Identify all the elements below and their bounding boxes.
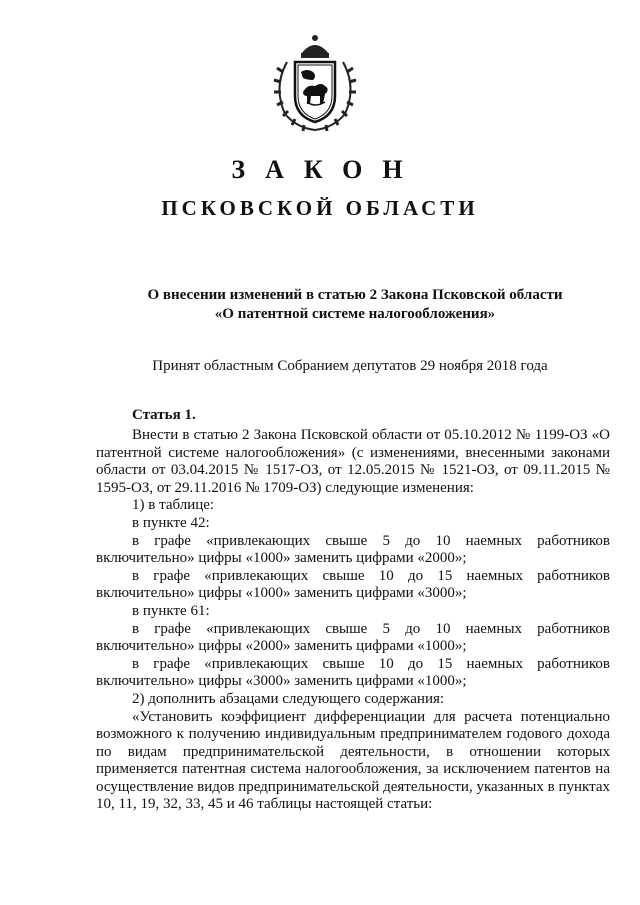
subject-line-1: О внесении изменений в статью 2 Закона Псковской области: [147, 287, 563, 303]
paragraph: в графе «привлекающих свыше 10 до 15 наемных работников включительно» цифры «3000» заменить цифрами «1000»;: [96, 655, 610, 690]
subject-line-2: «О патентной системе налогообложения»: [214, 306, 496, 322]
paragraph: 2) дополнить абзацами следующего содержания:: [132, 690, 445, 707]
paragraph: в графе «привлекающих свыше 10 до 15 наемных работников включительно» цифры «1000» заменить цифрами «3000»;: [96, 567, 610, 602]
region-title: ПСКОВСКОЙ ОБЛАСТИ: [161, 196, 479, 220]
law-subject: [0, 286, 640, 324]
paragraph: «Установить коэффициент дифференциации для расчета потенциально возможного к получению индивидуальным предпринимателем годового дохода по видам предпринимательской деятельности, в отношении которых применяется патентная система налогообложения, за исключением патентов на осуществление видов предпринимательской деятельности, указанных в пунктах 10, 11, 19, 32, 33, 45 и 46 таблицы настоящей статьи:: [96, 708, 611, 813]
document-title: ЗАКОН: [231, 155, 423, 184]
paragraph: в графе «привлекающих свыше 5 до 10 наемных работников включительно» цифры «2000» заменить цифрами «1000»;: [96, 620, 610, 655]
article-body: [96, 427, 610, 814]
paragraph: в пункте 61:: [132, 602, 210, 619]
paragraph: в графе «привлекающих свыше 5 до 10 наемных работников включительно» цифры «1000» заменить цифрами «2000»;: [96, 532, 610, 567]
paragraph: в пункте 42:: [132, 514, 210, 531]
article-heading: Статья 1.: [132, 407, 196, 423]
paragraph: 1) в таблице:: [132, 497, 215, 514]
adoption-note: Принят областным Собранием депутатов 29 ноября 2018 года: [152, 358, 548, 374]
paragraph: Внести в статью 2 Закона Псковской области от 05.10.2012 № 1199-ОЗ «О патентной системе налогообложения» (с изменениями, внесенными законами области от 03.04.2015 № 1517-ОЗ, от 12.05.2015 № 1521-ОЗ, от 09.11.2015 № 1595-ОЗ, от 29.11.2016 № 1709-ОЗ) следующие изменения:: [96, 427, 610, 496]
coat-of-arms-icon: [267, 32, 363, 136]
